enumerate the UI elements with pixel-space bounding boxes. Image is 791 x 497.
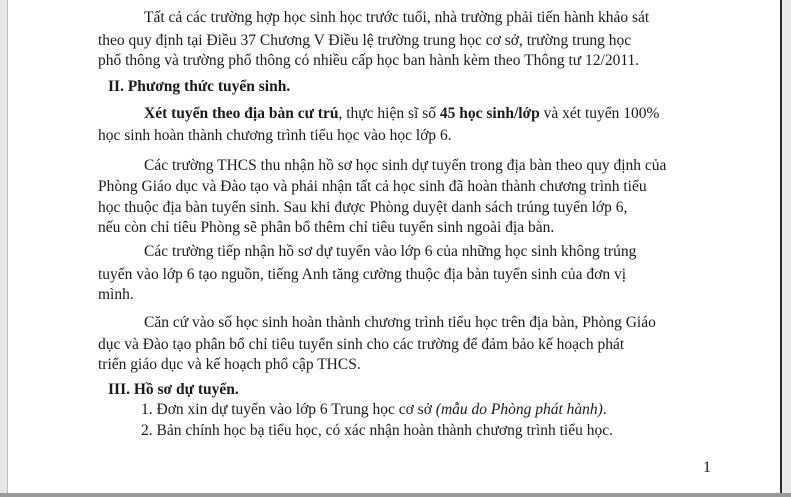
paragraph-line: học thuộc địa bàn tuyển sinh. Sau khi được Phòng duyệt danh sách trúng tuyển lớp 6, xyxy=(98,199,628,216)
bold-phrase: 45 học sinh/lớp xyxy=(439,105,540,122)
viewer-bottom-edge xyxy=(0,493,791,497)
paragraph-line: triển giáo dục và kế hoạch phổ cập THCS. xyxy=(98,356,361,373)
list-item-text: 1. Đơn xin dự tuyển vào lớp 6 Trung học cơ sở xyxy=(141,401,436,418)
paragraph-line: phổ thông và trường phổ thông có nhiều cấp học ban hành kèm theo Thông tư 12/2011. xyxy=(98,52,640,69)
section-heading: III. Hồ sơ dự tuyển. xyxy=(108,381,239,398)
paragraph-line: Phòng Giáo dục và Đào tạo và phải nhận tất cả học sinh đã hoàn thành chương trình tiểu xyxy=(98,178,647,195)
paragraph-line: tuyển vào lớp 6 tạo nguồn, tiếng Anh tăng cường thuộc địa bàn tuyển sinh của đơn vị xyxy=(98,266,627,283)
paragraph-line: dục và Đào tạo phân bổ chỉ tiêu tuyển sinh cho các trường để đảm bảo kế hoạch phát xyxy=(98,336,625,353)
paragraph-line: Tất cả các trường hợp học sinh học trước tuổi, nhà trường phải tiến hành khảo sát xyxy=(144,9,650,26)
paragraph-line: học sinh hoàn thành chương trình tiểu học vào học lớp 6. xyxy=(98,127,452,144)
paragraph-line: mình. xyxy=(98,286,134,303)
section-heading: II. Phương thức tuyển sinh. xyxy=(108,78,291,95)
viewer-left-edge xyxy=(0,0,8,497)
paragraph-line: Căn cứ vào số học sinh hoàn thành chương trình tiểu học trên địa bàn, Phòng Giáo xyxy=(144,314,656,331)
list-item: 2. Bản chính học bạ tiểu học, có xác nhận hoàn thành chương trình tiểu học. xyxy=(141,422,613,439)
text-span: và xét tuyển 100% xyxy=(539,105,660,122)
paragraph-line: theo quy định tại Điều 37 Chương V Điều lệ trường trung học cơ sở, trường trung học xyxy=(98,32,632,49)
paragraph-line: Các trường THCS thu nhận hồ sơ học sinh dự tuyển trong địa bàn theo quy định của xyxy=(144,157,667,174)
paragraph-line xyxy=(144,104,659,124)
bold-phrase: Xét tuyển theo địa bàn cư trú xyxy=(144,105,339,122)
text-span: , thực hiện sĩ số xyxy=(338,105,440,122)
list-item-note: (mẫu do Phòng phát hành) xyxy=(435,401,603,418)
viewer-right-edge xyxy=(780,0,791,497)
list-item-end: . xyxy=(602,401,607,418)
list-item xyxy=(141,400,607,420)
paragraph-line: Các trường tiếp nhận hồ sơ dự tuyển vào lớp 6 của những học sinh không trúng xyxy=(144,243,637,260)
page-number: 1 xyxy=(703,459,711,476)
paragraph-line: nếu còn chỉ tiêu Phòng sẽ phân bổ thêm chỉ tiêu tuyển sinh ngoài địa bàn. xyxy=(98,219,555,236)
